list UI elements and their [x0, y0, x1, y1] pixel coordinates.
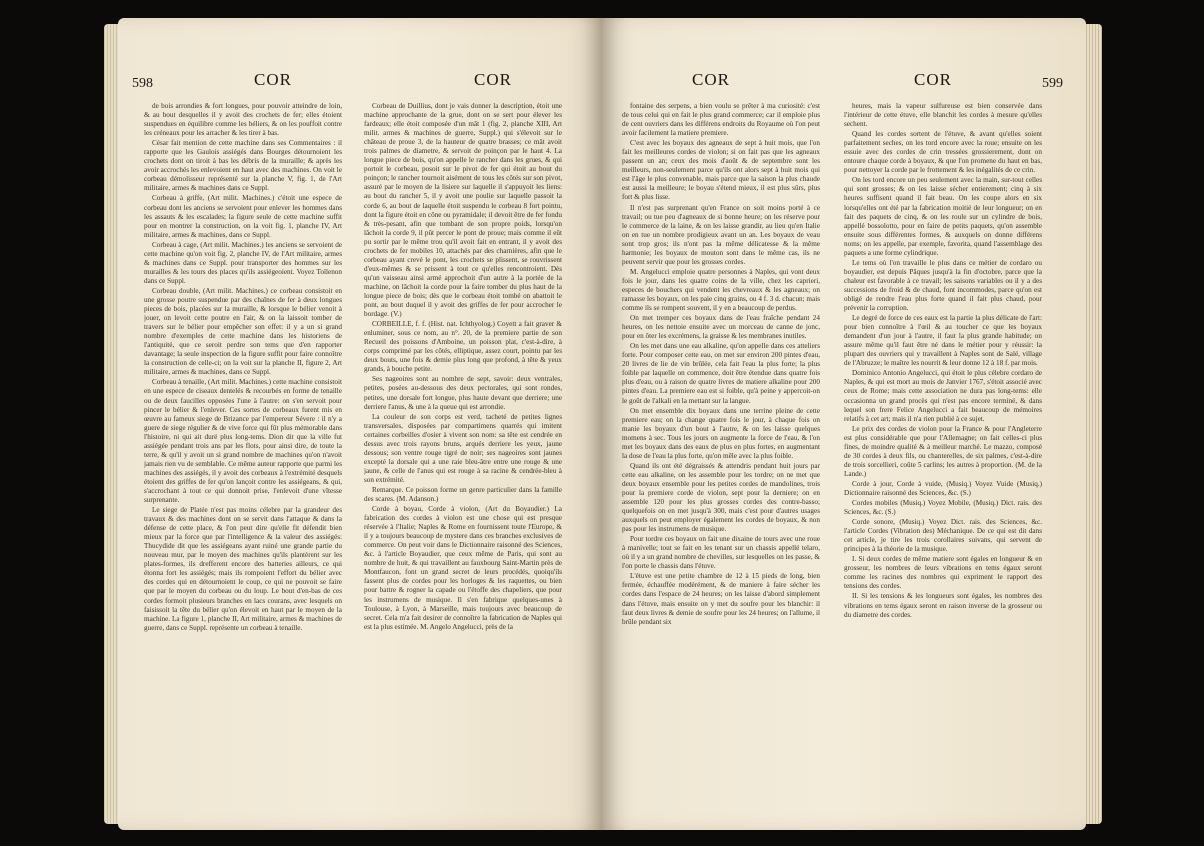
- paragraph: César fait mention de cette machine dans ses Commentaires : il rapporte que les Gaulois assiégés dans Bourges détournoient les crochets dont on tiroit à bas les débris de la muraille; & après les avoir accrochés les enlevoient en haut avec des machines. On voit le corbeau démolisseur représenté sur la planche V, fig. 1, de l'Art militaire, armes & machines dans ce Suppl.: [144, 139, 342, 193]
- paragraph: Corde sonore, (Musiq.) Voyez Dict. rais. des Sciences, &c. l'article Cordes (Vibration des) Méchanique. De ce qui est dit dans cet article, je tire les trois corollaires suivans, qui servent de principes à la théorie de la musique.: [844, 518, 1042, 554]
- paragraph: Pour tordre ces boyaux on fait une dixaine de tours avec une roue à manivelle; tout se fait en les tenant sur un chassis appellé telaro, où il y a un grand nombre de chevilles, sur lesquelles on les passe, & l'on porte le chassis dans l'étuve.: [622, 535, 820, 571]
- paragraph: L'étuve est une petite chambre de 12 à 15 pieds de long, bien fermée, échauffée modérément, & de maniere à faire sécher les cordes dans l'espace de 24 heures; on les laisse d'abord simplement dans l'étuve, mais ensuite on y met du soufre pour les blanchir: il faut deux livres & demie de soufre pour les 24 heures; on l'allume, il brûle pendant six: [622, 572, 820, 626]
- text-column-2: [844, 102, 1042, 818]
- paragraph: heures, mais la vapeur sulfureuse est bien conservée dans l'intérieur de cette étuve, elle blanchit les cordes à mesure qu'elles sechent.: [844, 102, 1042, 129]
- page-edges-right: [1084, 24, 1102, 824]
- running-head-right: COR: [914, 70, 952, 89]
- paragraph: Le degré de force de ces eaux est la partie la plus délicate de l'art: pour bien connoître à l'œil & au toucher ce que les boyaux demandent d'un jour à l'autre, il faut la plus grande habitude; on assure même qu'il faut être né dans le métier pour y réussir: la plupart des ouvriers qui y travaillent à Naples sont de Salé, village de l'Abruzze; le maître les nourrit & leur donne 12 à 18 f. par mois.: [844, 314, 1042, 368]
- paragraph: Le tems où l'on travaille le plus dans ce métier de cordaro ou boyaudier, est depuis Pâques jusqu'à la fin d'octobre, parce que la chaleur est favorable à ce travail; les saisons variables ou il y a des successions de froid & de chaud, font incommodes, parce qu'on est obligé de rendre l'eau plus forte quand il fait plus chaud, pour prévenir la corruption.: [844, 258, 1042, 313]
- paragraph: On met ensemble dix boyaux dans une terrine pleine de cette premiere eau; on la change quatre fois le jour, à chaque fois on manie les boyaux d'un bout à l'autre, & on les laisse quelques momens à sec. Tous les jours on augmente la force de l'eau, & l'on met les boyaux dans des eaux de plus en plus fortes, en augmentant la dose de l'eau la plus forte, qu'on mêle avec la plus foible.: [622, 406, 820, 460]
- running-head-left: COR: [254, 70, 292, 89]
- running-head-left: COR: [692, 70, 730, 89]
- paragraph: Corbeau à tenaille, (Art milit. Machines.) cette machine consistoit en une espece de ciseaux dentelés & recourbés en forme de tenaille ou de deux faucilles opposées l'une à l'autre: on s'en servoit pour pincer le bélier & l'enlever. Ces sortes de corbeaux furent mis en œuvre au fameux siege de Brizance par l'empereur Sévere : il n'y a guere de siege régulier & de vive force qui fût plus mémorable dans l'histoire, ni qui ait duré plus long-tems. Dion dit que la ville fut assiégée pendant trois ans par les flots, pour ainsi dire, de toute la terre, & qu'il y avoit un si grand nombre de machines qu'on n'avoit jamais rien vu de semblable. Ce même auteur rapporte que parmi les machines des assiégés, il y avoit des corbeaux à l'extrémité desquels étoient des griffes de fer qu'on lançoit contre les assiégeans, & qui, s'accrochant à tout ce qui donnoit prise, l'enlevoit d'une vîtesse surprenante.: [144, 378, 342, 505]
- paragraph: II. Si les tensions & les longueurs sont égales, les nombres des vibrations en tems égaux seront en raison inverse de la grosseur ou du diametre des cordes.: [844, 592, 1042, 619]
- paragraph: Corde à jour, Corde à vuide, (Musiq.) Voyez Vuide (Musiq.) Dictionnaire raisonné des Sciences, &c. (S.): [844, 479, 1042, 497]
- paragraph: On les tord encore un peu seulement avec la main, sur-tout celles qui sont grosses; & on les laisse sécher entierement; cinq à six heures suffisent quand il fait beau. On les coupe alors en six lorsqu'elles ont été par la fabrication moitié de leur longueur; on en fait des paquets de cinq, & on les roule sur un cylindre de bois, appellé bossolotto, pour en faire de petits paquets, qu'on assemble ensuite sous différentes formes, & auxquels on donne différens noms; on les appelle, par exemple, favorita, quand l'assemblage des paquets a une forme cylindrique.: [844, 176, 1042, 257]
- paragraph: Quand les cordes sortent de l'étuve, & avant qu'elles soient parfaitement seches, on les tord encore avec la roue; ensuite on les essuie avec des cordes de crin tressées grossierement, dont on entoure chaque corde à boyaux, & que l'on promene du haut en bas, pour nettoyer la corde par le frottement & les inégalités de ce crin.: [844, 130, 1042, 175]
- paragraph: CORBEILLE, f. f. (Hist. nat. Ichthyolog.) Coyett a fait graver & enluminer, sous ce nom, au n°. 20, de la premiere partie de son Recueil des poissons d'Amboine, un poisson plat, c'est-à-dire, à corps comprimé par les côtés, elliptique, assez court, pointu par les deux bouts, une fois & demie plus long que profond, à tête & yeux grands, à bouche petite.: [364, 320, 562, 374]
- paragraph: de bois arrondies & fort longues, pour pouvoir atteindre de loin, & au bout desquelles il y avoit des crochets de fer; elles étoient suspendues en équilibre comme les béliers, & on les pouffoit contre les créneaux pour les arracher & les tirer à bas.: [144, 102, 342, 138]
- paragraph: Corbeau à griffe, (Art milit. Machines.) c'étoit une espece de corbeau dont les anciens se servoient pour enlever les hommes dans les assauts & les escalades; la figure seule de cette machine suffit pour en montrer la construction, on la voit fig. 1, planche IV, Art militaire, armes & machines, dans ce Suppl.: [144, 194, 342, 239]
- paragraph: Corde à boyau, Corde à violon, (Art du Boyaudier.) La fabrication des cordes à violon est une chose qui est presque réservée à l'Italie; Naples & Rome en fournissent toute l'Europe, & il y a toujours beaucoup de mystere dans ces branches exclusives de commerce. On peut voir dans le Dictionnaire raisonné des Sciences, &c. à l'article Boyaudier, que ceux même de Paris, qui sont au nombre de huit, & qui travaillent au fauxbourg Saint-Martin près de Montfaucon, font un grand secret de leurs procédés, quoiqu'ils fassent plus de cordes pour les horloges & les raquettes, ou bien pour battre & rogner la capade ou l'étoffe des chapeliers, que pour les instrumens de musique. Il s'en fabrique quelques-unes à Toulouse, à Lyon, à Marseille, mais toujours avec beaucoup de secret. Cela m'a fait desirer de connoître la fabrication de Naples qui est la plus estimée. M. Angelo Angelucci, près de la: [364, 505, 562, 631]
- paragraph: Le prix des cordes de violon pour la France & pour l'Angleterre est plus considérable que pour l'Allemagne; on fait celles-ci plus fines, de moindre qualité & à meilleur marché. Le mazzo, composé de 30 cordes à deux fils, ou chanterelles, de six palmes, c'est-à-dire de trois sorcellieri, coûte 5 carlins; les autres à proportion. (M. de la Lande.): [844, 424, 1042, 478]
- text-column-2: [364, 102, 562, 818]
- page-number: 598: [132, 76, 153, 91]
- paragraph: Il n'est pas surprenant qu'en France on soit moins porté à ce travail; ou tue peu d'agneaux de si bonne heure; on les réserve pour le commerce de la laine, & on les laisse grandir, au lieu qu'en Italie on en tue un nombre prodigieux avant un an. Les boyaux de veau sont trop gros; ils n'ont pas la même délicatesse & la même harmonie; les boyaux de mouton sont dans le même cas, ils ne peuvent servir que pour les grosses cordes.: [622, 203, 820, 266]
- paragraph: Cordes mobiles (Musiq.) Voyez Mobile, (Musiq.) Dict. rais. des Sciences, &c. (S.): [844, 499, 1042, 517]
- running-head-right: COR: [474, 70, 512, 89]
- paragraph: C'est avec les boyaux des agneaux de sept à huit mois, que l'on fait les meilleures cordes de violon; si on fait pas que les agneaux passent un an; ceux des mois d'août & de septembre sont les meilleurs, non-seulement parce qu'ils ont alors sept à huit mois qui est l'âge le plus convenable, mais parce que la saison la plus chaude est aussi la meilleure; le boyau s'étend mieux, il est plus sûrs, plus fort & plus lisse.: [622, 139, 820, 202]
- paragraph: Corbeau double, (Art milit. Machines.) ce corbeau consistoit en une grosse poutre suspendue par des chaînes de fer à deux longues pieces de bois, placées sur la muraille, & lorsque le bélier venoit à jouer, on levoit cette poutre en l'air, & on la laissoit tomber de travers sur le bélier pour empêcher son effet: il y a un si grand nombre d'exemples de cette machine dans les historiens de l'antiquité, que ce seroit perdre son tems que d'en rapporter davantage; la seule inspection de la figure suffit pour faire connoître la construction de celle-ci; on la voit sur la planche II, figure 2, Art militaire, armes & machines, dans ce Suppl.: [144, 286, 342, 377]
- right-page: [602, 18, 1086, 830]
- paragraph: On les met dans une eau alkaline, qu'on appelle dans ces atteliers forte. Pour composer cette eau, on met sur environ 200 pintes d'eau, 20 livres de lie de vin brûlée, cela fait l'eau la plus forte; la plus foible par laquelle on commence, doit être étendue dans quatre fois plus d'eau, ou à raison de quatre livres de matiere alkaline pour 200 pintes d'eau. La premiere eau est si foible, qu'à peine y appercoit-on le goût de l'alkali en la mettant sur la langue.: [622, 342, 820, 405]
- left-page: [118, 18, 602, 830]
- paragraph: I. Si deux cordes de même matiere sont égales en longueur & en grosseur, les nombres de leurs vibrations en tems égaux seront comme les racines des nombres qui expriment le rapport des tensions des cordes.: [844, 555, 1042, 591]
- paragraph: Corbeau à cage, (Art milit. Machines.) les anciens se servoient de cette machine qu'on voit fig. 2, planche IV, de l'Art militaire, armes & machines dans ce Suppl. pour transporter des hommes sur les murailles & les tours des places qu'ils assiégeoient. Voyez Tollenon dans ce Suppl.: [144, 240, 342, 285]
- paragraph: Corbeau de Duillius, dont je vais donner la description, étoit une machine approchante de la grue, dont on se sert pour élever les fardeaux; elle étoit composée d'un mât 1 (fig. 2, planche XIII, Art milit. armes & machines de guerre, Suppl.) qui s'élevoit sur le château de proue 3, de la hauteur de quatre brasses; ce mât avoit trois palmes de diametre, & servoit de poinçon par le haut 4. La longue piece de bois, qu'on appelle le rancher dans les grues, & qui portoit le corbeau, posoit sur le pivot de fer qui étoit au bout du poinçon; le rancher tournoit aisément de tous les côtés sur son pivot, assuré par le moyen de la lisiere sur laquelle il s'appuyoit les liens: au bout du rancher 5, il y avoit une poulie sur laquelle passoit la corde 6, au bout de laquelle étoit suspendu le corbeau 8 fort pointu, dont la figure étoit en cône ou pyramidale; il devoit être de fer fondu & très-pesant, afin que tombant de son propre poids, lorsqu'on lâchoit la corde 9, il pût percer le pont de proue; mais comme il eût pu sortir par le même trou qu'il avoit fait en entrant, il y avoit des crochets de fer mobiles 10, attachés par des charnières, afin que le corbeau ayant crevé le pont, les crochets se plissent, se rouvrissent d'eux-mêmes & se prissent à tout ce qu'elles rencontroient. Dès qu'un vaisseau ainsi armé approchoit d'un autre à la portée de la machine, on lâchoit la corde pour la faire tomber du plus haut de la longue piece de bois; dès que le corbeau étoit tombé on abattoit le pont, au bout duquel il y avoit des griffes de fer pour accrocher le bordage. (V.): [364, 102, 562, 319]
- paragraph: Le siege de Platée n'est pas moins célebre par la grandeur des travaux & des machines dont on se servit dans l'attaque & dans la défense de cette place, & l'on peut dire qu'elle fit défendit bien mieux par la force que par l'intelligence & la valeur des assiégés: Thucydide dit que les assiégeans ayant ruiné une grande partie du nouveau mur, par le moyen des machines qu'ils plantèrent sur les plates-formes, ils drefferent encore des batteries ailleurs, ce qui étonna fort les assiégés; mais ils rompoient l'effort du bélier avec des cordes qui en détournoient le coup, ce qui ne pouvoit se faire que par le moyen du corbeau ou du loup. Le bout d'en-bas de ces cordes formoit plusieurs branches en lacs courans, avec lesquels on faisissoit la tête du bélier qu'on élevoit en haut par le moyen de la machine. La figure 1, planche II, Art militaire, armes & machines de guerre, dans ce Suppl. représente un corbeau à tenaille.: [144, 506, 342, 632]
- paragraph: La couleur de son corps est verd, tacheté de petites lignes transversales, disposées par compartimens quarrés qui imitent certaines corbeilles d'osier à vivent son nom: sa tête est cendrée en dessus avec trois rayons bruns, arqués derriere les yeux, jaune dessous; son ventre rouge tigré de noir; ses nageoires sont jaunes excepté la dorsale qui a une raie bleu-âtre entre une rouge & une jaune, & celle de l'anus qui est rouge à sa racine & cendrée-bleu à son extrémité.: [364, 412, 562, 484]
- text-column-1: [622, 102, 820, 818]
- paragraph: Remarque. Ce poisson forme un genre particulier dans la famille des scares. (M. Adanson.): [364, 485, 562, 504]
- paragraph: Dominico Antonio Angelucci, qui étoit le plus célebre cordaro de Naples, & qui est mort au mois de Janvier 1767, s'étoit associé avec ceux de Rome; mais cette association ne dura pas long-tems: elle occasionna un grand procès qui n'est pas encore terminé, & dans lequel son frere Felice Angelucci a fait beaucoup de mémoires relatifs à cet art; mais il n'a rien publié à ce sujet.: [844, 369, 1042, 423]
- paragraph: M. Angelucci emploie quatre personnes à Naples, qui vont deux fois le jour, dans les quatre coins de la ville, chez les caprieri, especes de bouchers qui vendent les chevreaux & les agneaux; on ramasse les boyaux, on les paie cinq grains, ou 4 f. 3 d. chacun; mais comme ils se rompent souvent, il y en a beaucoup de perdus.: [622, 267, 820, 313]
- paragraph: fontaine des serpens, a bien voulu se prêter à ma curiosité: c'est de tous celui qui en fait le plus grand commerce; car il emploie plus de cent ouvriers dans les différens endroits du Royaume où l'on peut avoir facilement la matiere premiere.: [622, 102, 820, 138]
- paragraph: Ses nageoires sont au nombre de sept, savoir: deux ventrales, petites, posées au-dessous des deux pectorales, qui sont rondes, petites, une dorsale fort longue, plus haute devant que derriere; une derriere l'anus, & une à la queue qui est arrondie.: [364, 375, 562, 411]
- page-number: 599: [1042, 76, 1063, 91]
- paragraph: Quand ils ont été dégraissés & attendris pendant huit jours par cette eau alkaline, on les assemble pour les tordre; on ne met que deux boyaux ensemble pour les petites cordes de mandolines, trois pour la premiere corde de violon, sept pour la derniere; on en assemble 120 pour les plus grosses cordes des contre-basso; quelquefois on en met jusqu'à 300, mais c'est pour d'autres usages auxquels on peut employer également les cordes de boyaux, & non pas pour les instrumens de musique.: [622, 461, 820, 534]
- text-column-1: [144, 102, 342, 818]
- paragraph: On met tremper ces boyaux dans de l'eau fraîche pendant 24 heures, on les nettoie ensuite avec un morceau de canne de jonc, pour en ôter les excrémens, la graisse & les membranes inutiles.: [622, 314, 820, 341]
